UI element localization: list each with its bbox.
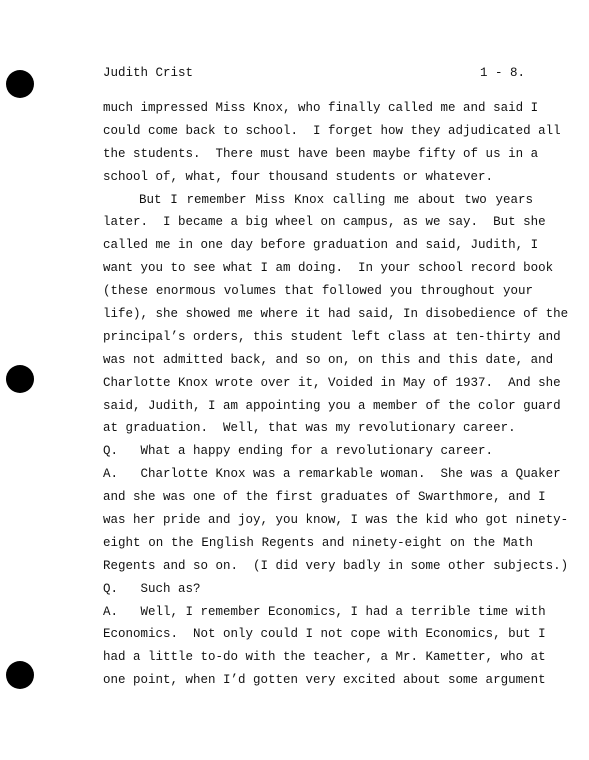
text-line: eight on the English Regents and ninety-eight on the Math [103, 535, 533, 550]
interviewee-name: Judith Crist [103, 66, 194, 80]
text-line: the students. There must have been maybe fifty of us in a [103, 146, 539, 161]
answer-line: A. Well, I remember Economics, I had a terrible time with [103, 604, 546, 619]
text-line: Charlotte Knox wrote over it, Voided in May of 1937. And she [103, 375, 561, 390]
question-line: Q. What a happy ending for a revolutionary career. [103, 444, 494, 459]
text-line: could come back to school. I forget how they adjudicated all [103, 123, 561, 138]
text-line: was her pride and joy, you know, I was the kid who got ninety- [103, 513, 569, 528]
text-line: much impressed Miss Knox, who finally called me and said I [103, 101, 539, 115]
binder-hole-middle [6, 365, 34, 393]
text-line: and she was one of the first graduates of Swarthmore, and I [103, 490, 546, 505]
text-line: Regents and so on. (I did very badly in some other subjects.) [103, 558, 569, 573]
text-line: want you to see what I am doing. In your school record book [103, 261, 554, 276]
text-line: one point, when I’d gotten very excited about some argument [103, 673, 546, 688]
text-line: school of, what, four thousand students or whatever. [103, 169, 494, 184]
question-line: Q. Such as? [103, 581, 201, 596]
text-line: (these enormous volumes that followed you throughout your [103, 284, 533, 299]
text-line: later. I became a big wheel on campus, as we say. But she [103, 215, 546, 230]
binder-hole-bottom [6, 661, 34, 689]
binder-hole-top [6, 70, 34, 98]
text-line: Economics. Not only could I not cope with Economics, but I [103, 627, 546, 642]
answer-line: A. Charlotte Knox was a remarkable woman. She was a Quaker [103, 467, 561, 482]
text-line: said, Judith, I am appointing you a member of the color guard [103, 398, 561, 413]
text-line: was not admitted back, and so on, on this and this date, and [103, 352, 554, 367]
text-line: But I remember Miss Knox calling me about two years [139, 192, 533, 207]
text-line: life), she showed me where it had said, In disobedience of the [103, 307, 569, 322]
text-line: principal’s orders, this student left class at ten-thirty and [103, 329, 561, 344]
text-line: at graduation. Well, that was my revolutionary career. [103, 421, 516, 436]
page-header [103, 66, 525, 84]
text-line: called me in one day before graduation and said, Judith, I [103, 238, 539, 253]
text-line: had a little to-do with the teacher, a Mr. Kametter, who at [103, 650, 546, 665]
transcript-body [103, 97, 569, 692]
page-number: 1 - 8. [479, 66, 525, 80]
